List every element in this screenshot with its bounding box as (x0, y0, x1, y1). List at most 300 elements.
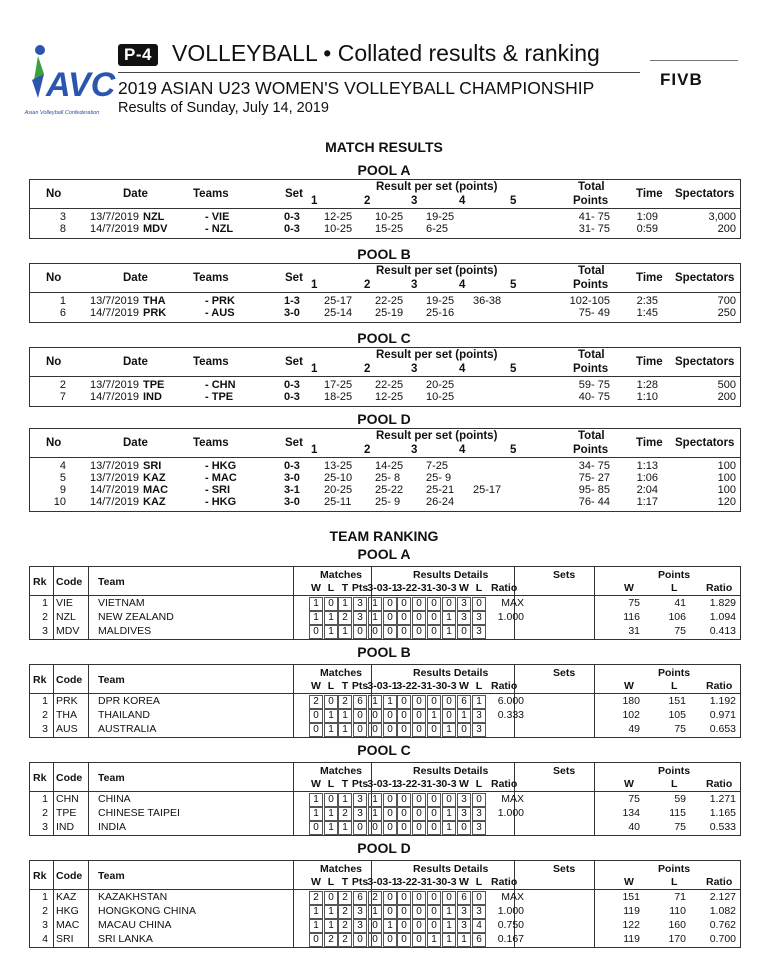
team-code: HKG (56, 905, 79, 917)
sets-ratio: 6.000 (497, 695, 524, 707)
rank: 2 (42, 709, 48, 721)
subheader-r_32: 3-2 (396, 582, 412, 594)
match-pool-title: POOL A (357, 162, 411, 178)
header-separator (30, 791, 740, 792)
set-1-score: 17-25 (324, 379, 353, 391)
cell-l: 1 (324, 611, 338, 625)
cell-l: 1 (324, 905, 338, 919)
set-1-score: 25-17 (324, 295, 353, 307)
cell-r13: 1 (427, 933, 441, 947)
sets-ratio: 0.750 (497, 919, 524, 931)
column-header-set-2: 2 (364, 195, 371, 207)
subheader-m_pts: Pts (351, 778, 369, 790)
cell-pts: 0 (353, 723, 367, 737)
column-header-set-3: 3 (411, 444, 418, 456)
subheader-s_w: W (459, 680, 469, 692)
cell-sl: 3 (472, 905, 486, 919)
cell-r03: 1 (442, 821, 456, 835)
column-header-set-3: 3 (411, 363, 418, 375)
avc-logo-icon (26, 40, 116, 120)
total-points: 41- 75 (578, 211, 610, 223)
match-time: 1:06 (636, 472, 658, 484)
match-time: 1:13 (636, 460, 658, 472)
cell-l: 1 (324, 625, 338, 639)
rank: 1 (42, 695, 48, 707)
team-name: HONGKONG CHINA (98, 905, 197, 917)
match-team-away: - VIE (205, 211, 230, 223)
rank: 1 (42, 793, 48, 805)
cell-sl: 3 (472, 807, 486, 821)
match-time: 1:10 (636, 391, 658, 403)
column-header-sets: Sets (553, 765, 576, 777)
points-ratio: 1.192 (709, 695, 736, 707)
cell-sw: 1 (457, 709, 471, 723)
match-table (29, 347, 741, 407)
match-number: 7 (59, 391, 66, 403)
set-2-score: 14-25 (375, 460, 404, 472)
spectators-count: 100 (717, 472, 736, 484)
subheader-points-w: W (624, 778, 634, 790)
column-header-set: Set (285, 272, 303, 284)
cell-r32: 0 (397, 597, 411, 611)
spectators-count: 200 (717, 391, 736, 403)
subheader-r_31: 3-1 (382, 778, 398, 790)
team-code: NZL (56, 611, 76, 623)
subheader-points-ratio: Ratio (706, 876, 733, 888)
column-divider (293, 861, 294, 947)
avc-logo-tagline: Asian Volleyball Confederation (24, 110, 100, 116)
spectators-count: 100 (717, 460, 736, 472)
header-separator (30, 693, 740, 694)
column-header-code: Code (56, 772, 83, 784)
subheader-m_pts: Pts (351, 680, 369, 692)
cell-r23: 0 (412, 597, 426, 611)
cell-w: 2 (309, 891, 323, 905)
match-date: 14/7/2019 (90, 391, 139, 403)
set-3-score: 25-16 (426, 307, 455, 319)
cell-pts: 3 (353, 807, 367, 821)
cell-w: 1 (309, 905, 323, 919)
subheader-r_31: 3-1 (382, 582, 398, 594)
match-time: 1:28 (636, 379, 658, 391)
subheader-r_32: 3-2 (396, 778, 412, 790)
rank: 3 (42, 625, 48, 637)
points-ratio: 0.971 (709, 709, 736, 721)
header-separator (30, 292, 740, 293)
team-name: MACAU CHINA (98, 919, 172, 931)
match-team-home: THA (143, 295, 166, 307)
match-set-score: 0-3 (284, 223, 300, 235)
team-name: SRI LANKA (98, 933, 153, 945)
subheader-sets-ratio: Ratio (491, 876, 518, 888)
column-header-points: Points (573, 279, 609, 291)
points-ratio: 0.413 (709, 625, 736, 637)
column-header-set-4: 4 (459, 363, 466, 375)
cell-pts: 3 (353, 905, 367, 919)
column-header-set: Set (285, 188, 303, 200)
column-header-points: Points (573, 363, 609, 375)
set-3-score: 20-25 (426, 379, 455, 391)
cell-r31: 1 (383, 695, 397, 709)
cell-r13: 0 (427, 793, 441, 807)
points-won: 180 (622, 695, 640, 707)
subheader-r_32: 3-2 (396, 680, 412, 692)
cell-t: 1 (338, 597, 352, 611)
column-header-set-2: 2 (364, 279, 371, 291)
page-title: VOLLEYBALL • Collated results & ranking (172, 40, 600, 66)
team-name: VIETNAM (98, 597, 145, 609)
match-team-home: MAC (143, 484, 169, 496)
match-time: 1:45 (636, 307, 658, 319)
match-team-away: - PRK (205, 295, 235, 307)
points-lost: 151 (668, 695, 686, 707)
cell-l: 0 (324, 793, 338, 807)
column-header-code: Code (56, 674, 83, 686)
match-team-home: TPE (143, 379, 165, 391)
match-set-score: 0-3 (284, 379, 300, 391)
subheader-r_23: 2-3 (411, 778, 427, 790)
set-3-score: 25-21 (426, 484, 455, 496)
spectators-count: 120 (717, 496, 736, 508)
column-header-points: Points (658, 667, 691, 679)
rank: 1 (42, 597, 48, 609)
cell-r30: 0 (368, 919, 382, 933)
team-code: KAZ (56, 891, 77, 903)
cell-r32: 0 (397, 933, 411, 947)
set-1-score: 25-10 (324, 472, 353, 484)
cell-r31: 0 (383, 597, 397, 611)
cell-r03: 1 (442, 611, 456, 625)
team-name: CHINESE TAIPEI (98, 807, 180, 819)
cell-r31: 0 (383, 625, 397, 639)
cell-sl: 3 (472, 723, 486, 737)
match-date: 13/7/2019 (90, 460, 139, 472)
cell-sl: 1 (472, 695, 486, 709)
team-name: MALDIVES (98, 625, 152, 637)
points-ratio: 1.094 (709, 611, 736, 623)
column-header-total: Total (578, 181, 605, 193)
subheader-r_03: 0-3 (441, 582, 457, 594)
rank: 4 (42, 933, 48, 945)
cell-t: 2 (338, 611, 352, 625)
match-number: 1 (59, 295, 66, 307)
cell-r13: 0 (427, 611, 441, 625)
page-badge: P-4 (118, 44, 158, 66)
cell-r32: 0 (397, 807, 411, 821)
subheader-m_pts: Pts (351, 876, 369, 888)
match-date: 13/7/2019 (90, 472, 139, 484)
subheader-s_l: L (475, 680, 483, 692)
match-table (29, 428, 741, 512)
cell-sw: 0 (457, 625, 471, 639)
column-header-set-1: 1 (311, 195, 318, 207)
subheader-r_03: 0-3 (441, 680, 457, 692)
cell-r23: 0 (412, 821, 426, 835)
cell-w: 1 (309, 597, 323, 611)
rank: 3 (42, 919, 48, 931)
team-code: MAC (56, 919, 80, 931)
cell-t: 1 (338, 709, 352, 723)
points-lost: 75 (674, 625, 686, 637)
match-number: 8 (59, 223, 66, 235)
column-header-rank: Rk (33, 674, 47, 686)
column-header-time: Time (636, 272, 663, 284)
column-divider (53, 763, 54, 835)
team-code: MDV (56, 625, 80, 637)
column-header-result-per-set: Result per set (points) (376, 181, 498, 193)
match-number: 6 (59, 307, 66, 319)
total-points: 34- 75 (578, 460, 610, 472)
total-points: 102-105 (569, 295, 610, 307)
points-won: 116 (623, 611, 640, 623)
cell-r32: 0 (397, 625, 411, 639)
sets-ratio: MAX (501, 891, 524, 903)
ranking-table (29, 762, 741, 836)
points-lost: 170 (668, 933, 686, 945)
cell-r03: 0 (442, 793, 456, 807)
points-ratio: 1.082 (709, 905, 736, 917)
cell-l: 0 (324, 695, 338, 709)
cell-r23: 0 (412, 611, 426, 625)
column-header-set-5: 5 (510, 195, 517, 207)
set-4-score: 25-17 (473, 484, 502, 496)
points-lost: 59 (674, 793, 686, 805)
cell-pts: 0 (353, 625, 367, 639)
cell-r23: 0 (412, 807, 426, 821)
match-team-away: - NZL (205, 223, 234, 235)
team-name: THAILAND (98, 709, 150, 721)
cell-sw: 3 (457, 807, 471, 821)
column-header-time: Time (636, 356, 663, 368)
cell-sl: 3 (472, 611, 486, 625)
sets-ratio: 0.333 (497, 709, 524, 721)
column-header-teams: Teams (193, 437, 229, 449)
cell-r03: 0 (442, 709, 456, 723)
header-divider (118, 72, 640, 73)
match-set-score: 1-3 (284, 295, 300, 307)
cell-r30: 1 (368, 611, 382, 625)
cell-r32: 0 (397, 793, 411, 807)
match-team-away: - AUS (205, 307, 235, 319)
column-header-results-details: Results Details (413, 667, 489, 679)
column-header-results-details: Results Details (413, 765, 489, 777)
cell-r32: 0 (397, 891, 411, 905)
cell-r03: 1 (442, 905, 456, 919)
subheader-m_l: L (327, 680, 335, 692)
column-header-date: Date (123, 437, 148, 449)
cell-r31: 0 (383, 793, 397, 807)
cell-r32: 0 (397, 709, 411, 723)
cell-sl: 0 (472, 793, 486, 807)
column-header-set: Set (285, 437, 303, 449)
column-header-team: Team (98, 772, 125, 784)
match-team-away: - TPE (205, 391, 234, 403)
set-2-score: 25-19 (375, 307, 404, 319)
match-time: 2:04 (636, 484, 658, 496)
column-header-points: Points (658, 765, 691, 777)
match-time: 2:35 (636, 295, 658, 307)
subheader-m_w: W (311, 876, 321, 888)
ranking-pool-title: POOL A (357, 546, 411, 562)
cell-l: 2 (324, 933, 338, 947)
column-header-set-5: 5 (510, 363, 517, 375)
header-separator (30, 595, 740, 596)
match-pool-title: POOL B (357, 246, 411, 262)
cell-pts: 0 (353, 709, 367, 723)
match-team-away: - HKG (205, 460, 237, 472)
cell-r31: 0 (383, 905, 397, 919)
set-1-score: 18-25 (324, 391, 353, 403)
points-won: 122 (622, 919, 640, 931)
ranking-pool-title: POOL C (357, 742, 411, 758)
team-name: KAZAKHSTAN (98, 891, 168, 903)
cell-w: 0 (309, 933, 323, 947)
rank: 3 (42, 723, 48, 735)
cell-t: 1 (338, 625, 352, 639)
subheader-r_13: 1-3 (426, 582, 442, 594)
column-header-team: Team (98, 870, 125, 882)
column-header-sets: Sets (553, 667, 576, 679)
total-points: 76- 44 (578, 496, 610, 508)
column-header-rank: Rk (33, 576, 47, 588)
total-points: 75- 27 (578, 472, 610, 484)
cell-w: 0 (309, 723, 323, 737)
points-lost: 160 (668, 919, 686, 931)
points-won: 75 (628, 597, 640, 609)
cell-r03: 0 (442, 695, 456, 709)
cell-sw: 3 (457, 793, 471, 807)
cell-r30: 1 (368, 695, 382, 709)
set-3-score: 19-25 (426, 211, 455, 223)
cell-sl: 0 (472, 891, 486, 905)
column-header-spectators: Spectators (675, 437, 735, 449)
subheader-m_t: T (341, 582, 349, 594)
column-header-set-1: 1 (311, 363, 318, 375)
cell-l: 1 (324, 821, 338, 835)
column-header-matches: Matches (320, 667, 363, 679)
match-set-score: 3-0 (284, 496, 300, 508)
column-header-results-details: Results Details (413, 569, 489, 581)
subheader-points-l: L (671, 582, 678, 594)
points-ratio: 0.700 (709, 933, 736, 945)
set-3-score: 25- 9 (426, 472, 452, 484)
cell-t: 2 (338, 933, 352, 947)
set-3-score: 7-25 (426, 460, 449, 472)
cell-pts: 6 (353, 891, 367, 905)
team-code: THA (56, 709, 77, 721)
subheader-m_w: W (311, 778, 321, 790)
cell-pts: 0 (353, 933, 367, 947)
cell-r30: 0 (368, 709, 382, 723)
subheader-r_31: 3-1 (382, 876, 398, 888)
column-header-spectators: Spectators (675, 188, 735, 200)
subheader-r_13: 1-3 (426, 778, 442, 790)
points-ratio: 1.829 (709, 597, 736, 609)
rank: 3 (42, 821, 48, 833)
subheader-points-w: W (624, 582, 634, 594)
cell-sw: 3 (457, 905, 471, 919)
column-header-teams: Teams (193, 188, 229, 200)
cell-r32: 0 (397, 919, 411, 933)
cell-l: 1 (324, 919, 338, 933)
results-date: Results of Sunday, July 14, 2019 (118, 100, 329, 116)
subheader-m_t: T (341, 778, 349, 790)
column-header-set-4: 4 (459, 195, 466, 207)
column-header-set-2: 2 (364, 363, 371, 375)
match-number: 10 (53, 496, 66, 508)
fivb-logo: FIVB (660, 70, 703, 89)
set-1-score: 12-25 (324, 211, 353, 223)
points-lost: 115 (669, 807, 686, 819)
team-code: PRK (56, 695, 78, 707)
column-header-spectators: Spectators (675, 272, 735, 284)
cell-r32: 0 (397, 821, 411, 835)
match-date: 14/7/2019 (90, 223, 139, 235)
points-lost: 71 (674, 891, 686, 903)
cell-r23: 0 (412, 905, 426, 919)
cell-r32: 0 (397, 611, 411, 625)
match-results-title: MATCH RESULTS (325, 139, 443, 155)
set-2-score: 22-25 (375, 379, 404, 391)
column-header-set-3: 3 (411, 195, 418, 207)
points-lost: 75 (674, 821, 686, 833)
cell-r30: 0 (368, 723, 382, 737)
cell-t: 2 (338, 891, 352, 905)
column-header-set-2: 2 (364, 444, 371, 456)
header-separator (30, 376, 740, 377)
column-divider (88, 861, 89, 947)
cell-l: 1 (324, 723, 338, 737)
team-ranking-title: TEAM RANKING (329, 528, 439, 544)
fivb-divider (650, 60, 738, 61)
set-2-score: 22-25 (375, 295, 404, 307)
cell-l: 0 (324, 891, 338, 905)
points-won: 151 (622, 891, 640, 903)
match-set-score: 0-3 (284, 211, 300, 223)
match-team-away: - MAC (205, 472, 237, 484)
subheader-points-l: L (671, 778, 678, 790)
subheader-r_31: 3-1 (382, 680, 398, 692)
cell-r03: 0 (442, 891, 456, 905)
cell-r13: 0 (427, 695, 441, 709)
set-4-score: 36-38 (473, 295, 502, 307)
set-1-score: 10-25 (324, 223, 353, 235)
cell-r32: 0 (397, 695, 411, 709)
subheader-points-ratio: Ratio (706, 680, 733, 692)
match-team-away: - SRI (205, 484, 231, 496)
cell-sw: 3 (457, 597, 471, 611)
team-code: AUS (56, 723, 78, 735)
column-divider (88, 567, 89, 639)
subheader-points-l: L (671, 876, 678, 888)
match-team-home: SRI (143, 460, 162, 472)
subheader-s_l: L (475, 778, 483, 790)
sets-ratio: 0.167 (497, 933, 524, 945)
sets-ratio: MAX (501, 597, 524, 609)
match-team-home: KAZ (143, 496, 166, 508)
cell-r23: 0 (412, 709, 426, 723)
cell-sw: 3 (457, 611, 471, 625)
subheader-m_w: W (311, 680, 321, 692)
cell-r13: 0 (427, 597, 441, 611)
match-number: 2 (59, 379, 66, 391)
subheader-r_13: 1-3 (426, 876, 442, 888)
match-number: 9 (59, 484, 66, 496)
cell-r31: 0 (383, 891, 397, 905)
match-date: 13/7/2019 (90, 379, 139, 391)
total-points: 40- 75 (578, 391, 610, 403)
points-won: 40 (628, 821, 640, 833)
